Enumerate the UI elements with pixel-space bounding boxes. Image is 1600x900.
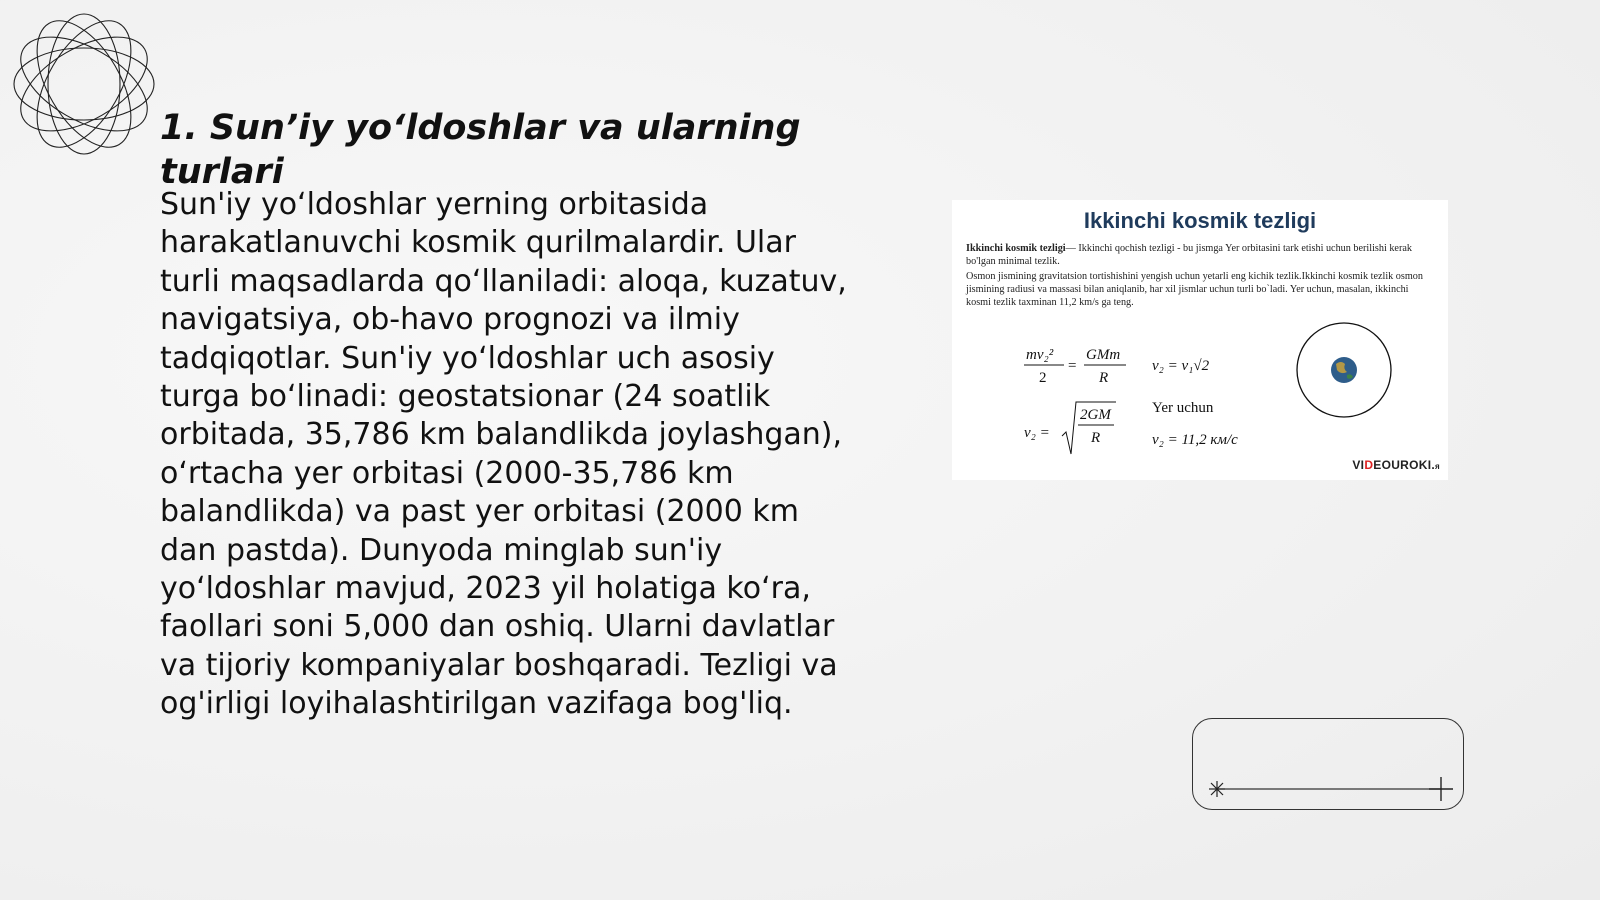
- formula-kinetic-denominator: 2: [1039, 370, 1047, 386]
- figure-title: Ikkinchi kosmik tezligi: [1083, 208, 1317, 233]
- svg-text:=: =: [1068, 358, 1077, 374]
- formula-sqrt-numerator: 2GM: [1080, 407, 1111, 423]
- star-cross-icon: [1429, 777, 1453, 801]
- formula-kinetic-numerator: mv₂²: [1026, 347, 1054, 363]
- figure-term: Ikkinchi kosmik tezligi: [966, 243, 1066, 254]
- sun-spark-icon: [1209, 781, 1225, 797]
- formula-result: v₂ = 11,2 км/с: [1152, 432, 1238, 448]
- formula-v2-v1: v₂ = v₁√2: [1152, 358, 1210, 374]
- star-line-icon: [1193, 719, 1465, 811]
- decorative-frame-panel: [1192, 718, 1464, 810]
- second-cosmic-velocity-figure: [952, 200, 1448, 480]
- videouroki-logo: VIDEOUROKI.я: [1352, 458, 1440, 472]
- figure-definition-text: — Ikkinchi qochish tezligi - bu jismga Yer orbitasini tark etishi uchun berilishi kerak bo'lgan minimal tezlik.: [966, 243, 1412, 267]
- formula-potential-denominator: R: [1099, 370, 1109, 386]
- formula-potential-numerator: GMm: [1086, 347, 1121, 363]
- formula-earth-label: Yer uchun: [1152, 400, 1214, 416]
- figure-paragraph: Osmon jismining gravitatsion tortishishini yengish uchun yetarli eng kichik tezlik.Ikkinchi kosmik tezlik osmon jismining radiusi va massasi bilan aniqlanib, har xil jismlar uchun turli bo`ladi. Yer uchun, masalan, ikkinchi kosmi tezlik taxminan 11,2 km/s ga teng.: [966, 271, 1423, 308]
- formula-diagram: [952, 200, 1448, 480]
- formula-sqrt-denominator: R: [1091, 430, 1101, 446]
- slide-title: 1. Sun’iy yo‘ldoshlar va ularning turlari: [160, 108, 801, 192]
- formula-v2-label: v₂ =: [1024, 425, 1050, 441]
- decorative-orbit-rings-icon: [10, 10, 158, 158]
- slide-body-text: Sun'iy yo‘ldoshlar yerning orbitasida harakatlanuvchi kosmik qurilmalardir. Ular turli maqsadlarda qo‘llaniladi: aloqa, kuzatuv, navigatsiya, ob-havo prognozi va ilmiy tadqiqotlar. Sun'iy yo‘ldoshlar uch asosiy turga bo‘linadi: geostatsionar (24 soatlik orbitada, 35,786 km balandlikda joylashgan), o‘rtacha yer orbitasi (2000-35,786 km balandlikda) va past yer orbitasi (2000 km dan pastda). Dunyoda minglab sun'iy yo‘ldoshlar mavjud, 2023 yil holatiga ko‘ra, faollari soni 5,000 dan oshiq. Ularni davlatlar va tijoriy kompaniyalar boshqaradi. Tezligi va og'irligi loyihalashtirilgan vazifaga bog'liq.: [160, 187, 847, 722]
